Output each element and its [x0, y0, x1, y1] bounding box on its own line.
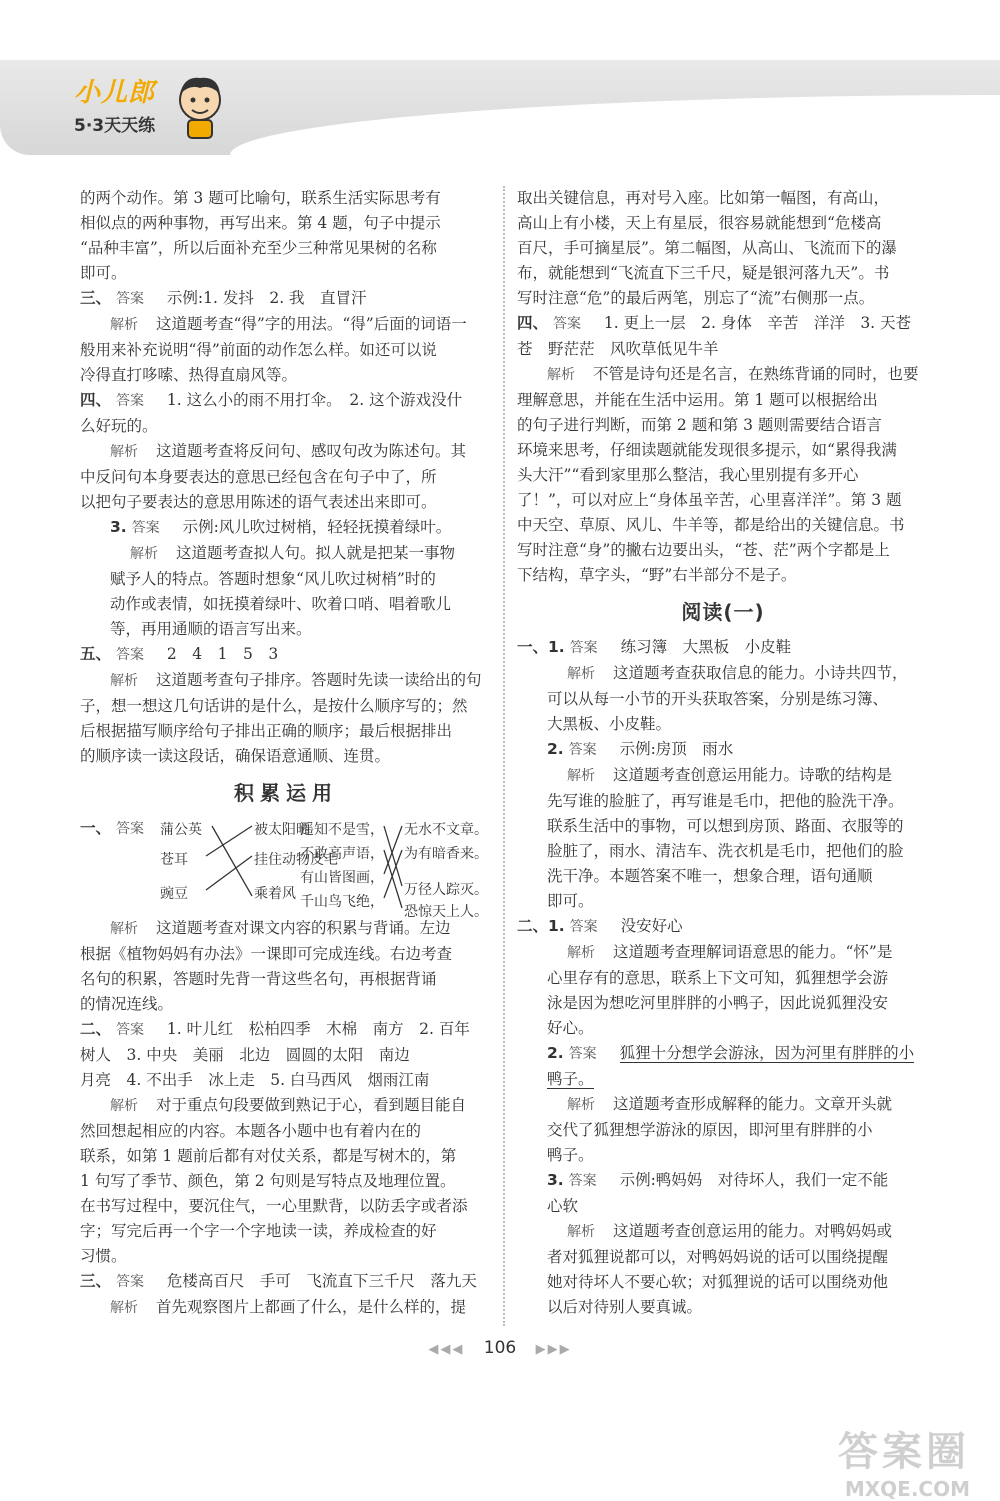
accumulation-2-answer	[80, 1017, 492, 1043]
analysis-text: 这道题考查拟人句。拟人就是把某一事物	[176, 544, 456, 562]
match-item: 为有暗香来。	[404, 846, 488, 862]
section-label: 二、1.	[517, 917, 565, 935]
answer-tag: 答案	[569, 919, 598, 935]
text-line: 般用来补充说明“得”前面的动作怎么样。如还可以说	[80, 341, 437, 359]
analysis-text: 这道题考查获取信息的能力。小诗共四节，	[613, 664, 908, 682]
text-line: “品种丰富”，所以后面补充至少三种常见果树的名称	[80, 239, 437, 257]
reading-e2-answer	[517, 1041, 929, 1067]
text-line: 习惯。	[80, 1247, 127, 1265]
answer-text: 2 4 1 5 3	[166, 645, 279, 663]
right-column	[517, 186, 929, 1320]
column-divider	[503, 186, 505, 1326]
answer-tag: 答案	[115, 647, 144, 663]
section-label: 三、	[80, 1272, 112, 1290]
text-line: 者对狐狸说都可以，对鸭妈妈说的话可以围绕提醒	[547, 1248, 889, 1266]
analysis-text: 这道题考查“得”字的用法。“得”后面的词语一	[156, 315, 467, 333]
text-line: 写时注意“危”的最后两笔，別忘了“流”右侧那一点。	[517, 289, 875, 307]
text-line: 可以从每一小节的开头获取答案，分别是练习簿、	[547, 690, 889, 708]
text-line: 相似点的两种事物，再写出来。第 4 题，句子中提示	[80, 214, 441, 232]
answer-tag: 答案	[569, 640, 598, 656]
section-3-answer	[80, 286, 492, 312]
answer-tag: 答案	[115, 821, 144, 837]
question-number: 2.	[547, 1044, 564, 1062]
section-label: 三、	[80, 289, 112, 307]
answer-text: 1. 叶儿红 松柏四季 木棉 南方 2. 百年	[166, 1020, 470, 1038]
text-line: 根据《植物妈妈有办法》一课即可完成连线。右边考查	[80, 945, 453, 963]
analysis-line	[517, 1219, 929, 1245]
text-line: 中反问句本身要表达的意思已经包含在句子中了，所	[80, 468, 437, 486]
section-label: 一、1.	[517, 638, 565, 656]
accumulation-3-answer	[80, 1269, 492, 1295]
analysis-text: 对于重点句段要做到熟记于心，看到题目能自	[156, 1096, 467, 1114]
answer-text: 鸭子。	[547, 1070, 594, 1088]
reading-e1-answer	[517, 914, 929, 940]
section-4-answer	[517, 311, 929, 337]
text-line: 高山上有小楼，天上有星辰，很容易就能想到“危楼高	[517, 214, 882, 232]
analysis-tag: 解析	[567, 666, 595, 682]
analysis-tag: 解析	[110, 673, 138, 689]
question-number: 3.	[110, 518, 127, 536]
match-item: 恐惊天上人。	[404, 904, 488, 920]
analysis-text: 这道题考查创意运用的能力。对鸭妈妈或	[613, 1222, 893, 1240]
text-line: 子，想一想这几句话讲的是什么，是按什么顺序写的；然	[80, 697, 468, 715]
text-line: 取出关键信息，再对号入座。比如第一幅图，有高山，	[517, 189, 890, 207]
text-line: 联系，如第 1 题前后都有对仗关系，都是写树木的，第	[80, 1147, 457, 1165]
match-item: 千山鸟飞绝，	[300, 894, 384, 910]
analysis-line	[517, 940, 929, 966]
analysis-tag: 解析	[110, 1098, 138, 1114]
analysis-tag: 解析	[567, 945, 595, 961]
page-footer	[0, 1338, 1000, 1358]
text-line: 下结构，草字头，“野”右半部分不是子。	[517, 566, 797, 584]
text-line: 苍 野茫茫 风吹草低见牛羊	[517, 340, 719, 358]
answer-text: 示例:房顶 雨水	[619, 740, 734, 758]
next-arrows-icon: ▶▶▶	[535, 1342, 572, 1357]
section-4-answer	[80, 388, 492, 414]
section-title: 积累运用	[234, 781, 338, 805]
text-line: 鸭子。	[547, 1146, 594, 1164]
text-line: 在书写过程中，要沉住气，一心里默背，以防丢字或者添	[80, 1197, 468, 1215]
answer-tag: 答案	[568, 1046, 597, 1062]
text-line: 的顺序读一读这段话，确保语意通顺、连贯。	[80, 747, 391, 765]
answer-text: 狐狸十分想学会游泳，因为河里有胖胖的小	[619, 1044, 915, 1062]
text-line: 先写谁的脸脏了，再写谁是毛巾，把他的脸洗干净。	[547, 792, 904, 810]
text-line: 等，再用通顺的语言写出来。	[110, 620, 312, 638]
mascot-icon	[170, 72, 230, 140]
brand-title: 小儿郎	[74, 78, 156, 108]
text-line: 大黑板、小皮鞋。	[547, 715, 672, 733]
match-item: 苍耳	[160, 852, 188, 868]
section-title: 阅读(一)	[681, 600, 765, 624]
reading-e3-answer	[517, 1168, 929, 1194]
analysis-tag: 解析	[110, 317, 138, 333]
answer-text: 没安好心	[620, 917, 683, 935]
answer-tag: 答案	[115, 1022, 144, 1038]
text-line: 即可。	[547, 892, 594, 910]
analysis-tag: 解析	[110, 1300, 138, 1316]
answer-text: 1. 更上一层 2. 身体 辛苦 洋洋 3. 天苍	[603, 314, 912, 332]
answer-text: 示例:鸭妈妈 对待坏人，我们一定不能	[619, 1171, 889, 1189]
analysis-line	[517, 763, 929, 789]
watermark-url: MXQE.COM	[844, 1477, 970, 1501]
match-item: 豌豆	[160, 886, 188, 902]
text-line: 1 句写了季节、颜色，第 2 句则是写特点及地理位置。	[80, 1172, 456, 1190]
text-line: 以后对待别人要真诚。	[547, 1298, 703, 1316]
text-line: 联系生活中的事物，可以想到房顶、路面、衣服等的	[547, 817, 904, 835]
text-line: 心软	[547, 1197, 579, 1215]
analysis-tag: 解析	[567, 1224, 595, 1240]
answer-text: 示例:风儿吹过树梢，轻轻抚摸着绿叶。	[182, 518, 452, 536]
text-line: 的两个动作。第 3 题可比喻句，联系生活实际思考有	[80, 189, 441, 207]
analysis-line	[80, 1093, 492, 1119]
match-item: 蒲公英	[160, 822, 202, 838]
analysis-line	[80, 439, 492, 465]
answer-tag: 答案	[552, 316, 581, 332]
text-line: 赋予人的特点。答题时想象“风儿吹过树梢”时的	[110, 570, 436, 588]
text-line: 百尺，手可摘星辰”。第二幅图，从高山、飞流而下的瀑	[517, 239, 897, 257]
section-label: 五、	[80, 645, 112, 663]
text-line: 头大汗”“看到家里那么整洁，我心里别提有多开心	[517, 466, 859, 484]
analysis-text: 这道题考查理解词语意思的能力。“怀”是	[613, 943, 893, 961]
answer-text: 示例:1. 发抖 2. 我 直冒汗	[166, 289, 367, 307]
text-line: 的句子进行判断，而第 2 题和第 3 题则需要结合语言	[517, 416, 882, 434]
analysis-text: 这道题考查创意运用能力。诗歌的结构是	[613, 766, 893, 784]
analysis-tag: 解析	[110, 921, 138, 937]
match-item: 遥知不是雪，	[300, 822, 384, 838]
analysis-line	[517, 661, 929, 687]
analysis-text: 这道题考查句子排序。答题时先读一读给出的句	[156, 671, 482, 689]
text-line: 理解意思，并能在生活中运用。第 1 题可以根据给出	[517, 391, 878, 409]
analysis-line	[517, 362, 929, 388]
text-line: 环境来思考，仔细读题就能发现很多提示，如“累得我满	[517, 441, 897, 459]
analysis-line	[80, 668, 492, 694]
match-item: 被太阳晒	[254, 822, 310, 838]
text-line: 以把句子要表达的意思用陈述的语气表述出来即可。	[80, 493, 437, 511]
match-item: 万径人踪灭。	[404, 882, 488, 898]
answer-text: 危楼高百尺 手可 飞流直下三千尺 落九天	[166, 1272, 477, 1290]
section-label: 一、	[80, 819, 112, 837]
text-line: 泳是因为想吃河里胖胖的小鸭子，因此说狐狸没安	[547, 994, 889, 1012]
answer-tag: 答案	[115, 291, 144, 307]
match-item: 挂住动物皮毛	[254, 852, 338, 868]
analysis-line	[517, 1092, 929, 1118]
question-number: 2.	[547, 740, 564, 758]
text-line: 后根据描写顺序给句子排出正确的顺序；最后根据排出	[80, 722, 453, 740]
analysis-tag: 解析	[567, 1097, 595, 1113]
text-line: 交代了狐狸想学游泳的原因，即河里有胖胖的小	[547, 1121, 873, 1139]
text-line: 中天空、草原、风儿、牛羊等，都是给出的关键信息。书	[517, 516, 905, 534]
text-line: 写时注意“身”的撇右边要出头，“苍、茫”两个字都是上	[517, 541, 890, 559]
match-item: 乘着风	[254, 886, 296, 902]
text-line: 脸脏了，雨水、清洁车、洗衣机是毛巾，把他们的脸	[547, 842, 904, 860]
text-line: 然回想起相应的内容。本题各小题中也有着内在的	[80, 1122, 422, 1140]
analysis-tag: 解析	[547, 367, 575, 383]
section-label: 二、	[80, 1020, 112, 1038]
prev-arrows-icon: ◀◀◀	[428, 1342, 465, 1357]
match-item: 不敢高声语，	[300, 846, 384, 862]
section-label: 四、	[80, 391, 112, 409]
text-line: 月亮 4. 不出手 冰上走 5. 白马西风 烟雨江南	[80, 1071, 430, 1089]
answer-tag: 答案	[115, 393, 144, 409]
text-line: 么好玩的。	[80, 417, 158, 435]
text-line: 她对待坏人不要心软；对狐狸说的话可以围绕劝他	[547, 1273, 889, 1291]
analysis-tag: 解析	[110, 444, 138, 460]
text-line: 即可。	[80, 264, 127, 282]
analysis-text: 这道题考查将反问句、感叹句改为陈述句。其	[156, 442, 467, 460]
reading-1-answer	[517, 635, 929, 661]
match-item: 无水不文章。	[404, 822, 488, 838]
section-label: 四、	[517, 314, 549, 332]
text-line	[517, 1067, 929, 1092]
left-column	[80, 186, 492, 1321]
text-line: 动作或表情，如抚摸着绿叶、吹着口哨、唱着歌儿	[110, 595, 452, 613]
analysis-text: 这道题考查对课文内容的积累与背诵。左边	[156, 919, 451, 937]
text-line: 冷得直打哆嗦、热得直扇风等。	[80, 366, 298, 384]
text-line: 布，就能想到“飞流直下三千尺，疑是银河落九天”。书	[517, 264, 890, 282]
brand-series: 5·3天天练	[74, 116, 156, 136]
analysis-line	[80, 541, 492, 567]
answer-tag: 答案	[568, 742, 597, 758]
analysis-line	[80, 312, 492, 338]
text-line: 树人 3. 中央 美丽 北边 圆圆的太阳 南边	[80, 1046, 410, 1064]
text-line: 的情况连线。	[80, 995, 174, 1013]
text-line: 名句的积累，答题时先背一背这些名句，再根据背诵	[80, 970, 437, 988]
question-number: 3.	[547, 1171, 564, 1189]
match-item: 有山皆图画，	[300, 870, 384, 886]
watermark	[838, 1420, 970, 1501]
analysis-line	[80, 1295, 492, 1321]
analysis-text: 首先观察图片上都画了什么，是什么样的，提	[156, 1298, 467, 1316]
analysis-text: 不管是诗句还是名言，在熟练背诵的同时，也要	[593, 365, 919, 383]
answer-tag: 答案	[115, 1274, 144, 1290]
text-line: 洗干净。本题答案不唯一，想象合理，语句通顺	[547, 867, 873, 885]
text-line: 心里存有的意思，联系上下文可知，狐狸想学会游	[547, 969, 889, 987]
analysis-tag: 解析	[130, 546, 158, 562]
reading-2-answer	[517, 737, 929, 763]
analysis-text: 这道题考查形成解释的能力。文章开头就	[613, 1095, 893, 1113]
brand-logo	[74, 72, 155, 136]
section-5-answer	[80, 642, 492, 668]
text-line: 了！”，可以对应上“身体虽辛苦，心里喜洋洋”。第 3 题	[517, 491, 902, 509]
text-line: 字；写完后再一个字一个字地读一读，养成检查的好	[80, 1222, 437, 1240]
matching-diagram	[150, 816, 492, 920]
answer-text: 1. 这么小的雨不用打伞。 2. 这个游戏没什	[166, 391, 463, 409]
watermark-logo: 答案圈	[838, 1429, 970, 1475]
analysis-tag: 解析	[567, 768, 595, 784]
answer-text: 练习簿 大黑板 小皮鞋	[620, 638, 792, 656]
answer-tag: 答案	[131, 520, 160, 536]
question-3-answer	[80, 515, 492, 541]
page-number: 106	[483, 1338, 517, 1358]
answer-tag: 答案	[568, 1173, 597, 1189]
text-line: 好心。	[547, 1019, 594, 1037]
